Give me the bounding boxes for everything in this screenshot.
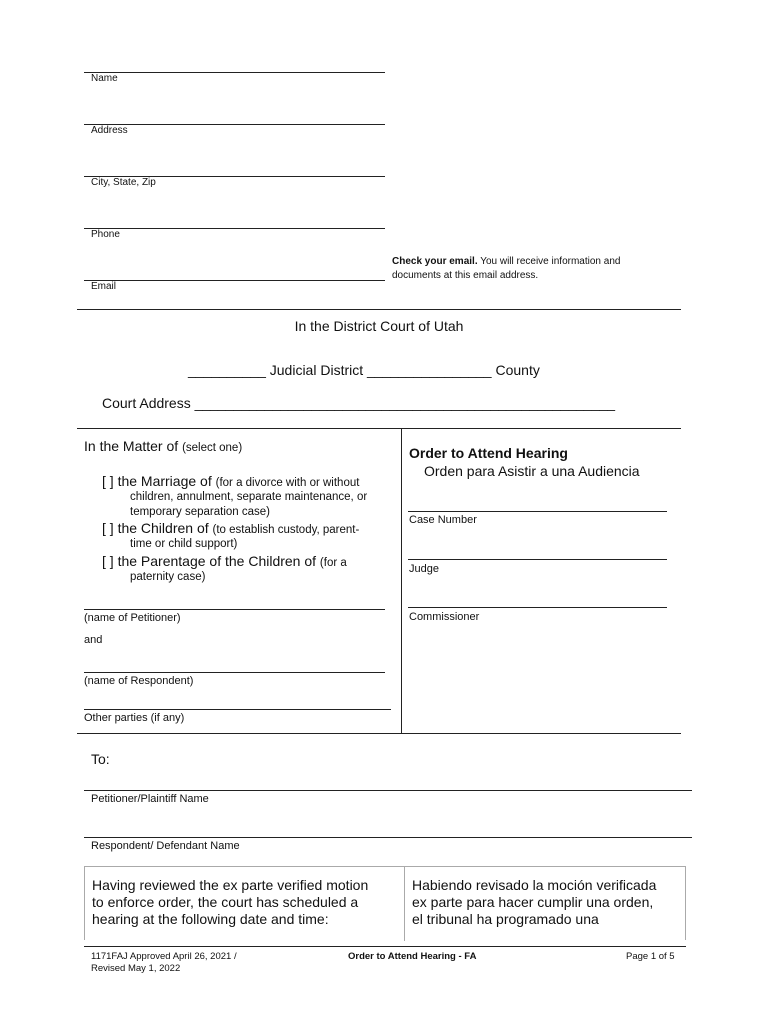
email-note <box>392 255 682 283</box>
other-parties-label: Other parties (if any) <box>84 712 185 724</box>
order-subtitle: Orden para Asistir a una Audiencia <box>424 463 640 479</box>
body-spanish-1: Habiendo revisado la moción verificada <box>412 877 657 893</box>
footer-doc-title: Order to Attend Hearing - FA <box>348 951 477 962</box>
option-parentage-note-2: paternity case) <box>130 571 206 583</box>
matter-box-bottom <box>77 733 681 734</box>
footer-form-id <box>91 951 237 975</box>
checkbox-children[interactable]: [ ] <box>102 520 114 536</box>
email-note-text-2: documents at this email address. <box>392 270 539 281</box>
option-marriage[interactable] <box>102 473 359 489</box>
respondent-label: (name of Respondent) <box>84 675 194 687</box>
option-marriage-note-1: (for a divorce with or without <box>215 477 360 489</box>
city-label: City, State, Zip <box>91 177 156 188</box>
option-marriage-note-3: temporary separation case) <box>130 506 270 518</box>
body-table <box>84 866 686 940</box>
option-marriage-label: the Marriage of <box>117 473 212 489</box>
email-note-text-1: You will receive information and <box>477 256 621 267</box>
respondent-line[interactable] <box>84 672 385 673</box>
footer-page: Page 1 of 5 <box>626 951 675 962</box>
commissioner-line[interactable] <box>408 607 667 608</box>
phone-line <box>84 228 385 229</box>
email-note-bold: Check your email. <box>392 256 478 267</box>
phone-label: Phone <box>91 229 120 240</box>
to-petitioner-line[interactable] <box>84 790 692 791</box>
body-english <box>92 877 368 928</box>
commissioner-label: Commissioner <box>409 611 480 623</box>
judge-line[interactable] <box>408 559 667 560</box>
case-number-line[interactable] <box>408 511 667 512</box>
district-blank[interactable]: __________ <box>188 362 266 378</box>
name-line <box>84 72 385 73</box>
matter-box-top <box>77 428 681 429</box>
matter-box-divider <box>401 428 402 733</box>
to-respondent-label: Respondent/ Defendant Name <box>91 840 240 852</box>
district-row <box>188 362 540 378</box>
footer-form-id-2: Revised May 1, 2022 <box>91 963 181 974</box>
option-children-label: the Children of <box>117 520 209 536</box>
body-table-divider <box>404 867 405 941</box>
to-petitioner-label: Petitioner/Plaintiff Name <box>91 793 209 805</box>
section-divider <box>77 309 681 310</box>
option-parentage[interactable] <box>102 553 347 569</box>
body-english-1: Having reviewed the ex parte verified motion <box>92 877 369 893</box>
other-parties-line[interactable] <box>84 709 391 710</box>
body-spanish-3: el tribunal ha programado una <box>412 911 599 927</box>
matter-heading <box>84 438 242 454</box>
court-address-row <box>102 395 615 411</box>
and-label: and <box>84 634 103 646</box>
matter-heading-note: (select one) <box>182 442 243 454</box>
judge-label: Judge <box>409 563 439 575</box>
matter-heading-text: In the Matter of <box>84 438 179 454</box>
option-children[interactable] <box>102 520 359 536</box>
body-spanish-2: ex parte para hacer cumplir una orden, <box>412 894 654 910</box>
county-label: County <box>495 362 540 378</box>
court-title: In the District Court of Utah <box>294 318 464 334</box>
checkbox-parentage[interactable]: [ ] <box>102 553 114 569</box>
petitioner-label: (name of Petitioner) <box>84 612 181 624</box>
checkbox-marriage[interactable]: [ ] <box>102 473 114 489</box>
name-label: Name <box>91 73 118 84</box>
address-line <box>84 124 385 125</box>
body-spanish <box>412 877 656 928</box>
district-label: Judicial District <box>269 362 364 378</box>
address-label: Address <box>91 125 128 136</box>
case-number-label: Case Number <box>409 514 477 526</box>
option-children-note-2: time or child support) <box>130 538 238 550</box>
email-line <box>84 280 385 281</box>
option-children-note-1: (to establish custody, parent- <box>212 524 360 536</box>
court-address-blank[interactable]: ______________________________________________________ <box>194 395 616 411</box>
to-respondent-line[interactable] <box>84 837 692 838</box>
footer-form-id-1: 1171FAJ Approved April 26, 2021 / <box>91 951 237 962</box>
option-parentage-label: the Parentage of the Children of <box>117 553 317 569</box>
order-title: Order to Attend Hearing <box>409 445 568 461</box>
footer-rule <box>84 946 686 947</box>
option-marriage-note-2: children, annulment, separate maintenance, or <box>130 491 368 503</box>
to-label: To: <box>91 751 110 767</box>
petitioner-line[interactable] <box>84 609 385 610</box>
court-address-label: Court Address <box>102 395 191 411</box>
body-english-2: to enforce order, the court has scheduled a <box>92 894 359 910</box>
county-blank[interactable]: ________________ <box>367 362 492 378</box>
body-english-3: hearing at the following date and time: <box>92 911 329 927</box>
option-parentage-note-1: (for a <box>319 557 347 569</box>
email-label: Email <box>91 281 117 292</box>
